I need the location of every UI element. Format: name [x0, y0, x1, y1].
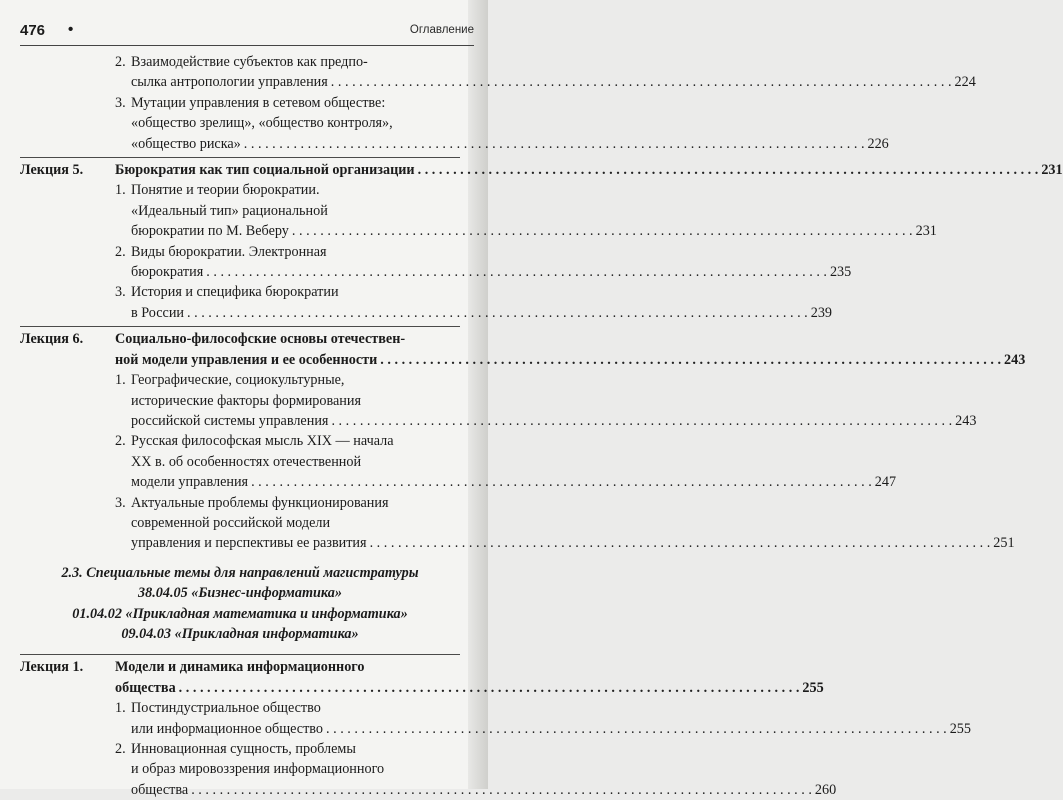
entry-line-text: исторические факторы формирования [131, 392, 362, 409]
toc-subtopic-entry [20, 242, 852, 283]
entry-line [131, 370, 976, 390]
subtopic-number: 2. [115, 54, 126, 70]
entry-line [115, 160, 1063, 180]
lecture-title [115, 160, 1063, 180]
entry-line-text: Понятие и теории бюрократии. [131, 182, 320, 199]
entry-line-text: и образ мировоззрения информационного [131, 761, 385, 778]
entry-line-text: «Идеальный тип» рациональной [131, 202, 328, 219]
page-ref: 260 [814, 781, 837, 798]
entry-line-text: модели управления [131, 474, 249, 491]
subtopic [115, 180, 937, 241]
entry-line [131, 113, 889, 133]
entry-line [131, 282, 832, 302]
lecture-title [115, 329, 1026, 370]
lecture-label: Лекция 5. [20, 162, 84, 179]
entry-line-text: управления и перспективы ее развития [131, 535, 367, 552]
entry-line [131, 242, 851, 262]
page-ref: 243 [1004, 351, 1026, 368]
subtopic [115, 52, 976, 93]
entry-line [131, 72, 976, 92]
subtopic-text [131, 180, 937, 241]
toc-subtopic-entry [20, 93, 889, 154]
subtopic-text [131, 282, 832, 323]
subtopic-text [131, 370, 976, 431]
entry-line-text: Актуальные проблемы функционирования [131, 494, 389, 511]
subtopic-number: 2. [115, 433, 126, 450]
entry-line [131, 411, 976, 431]
subtopic-number: 1. [115, 182, 126, 199]
subtopic [115, 431, 897, 492]
entry-line [131, 533, 1015, 553]
entry-line-text: в России [131, 304, 185, 321]
subtopic [115, 93, 889, 154]
entry-line-text: Модели и динамика информационного [115, 659, 365, 676]
entry-line-text: Бюрократия как тип социальной организации [115, 162, 415, 179]
page-ref: 224 [954, 74, 976, 91]
entry-line-text: Постиндустриальное общество [131, 700, 321, 717]
section-heading-line: 38.04.05 «Бизнес-информатика» [138, 585, 342, 602]
header-rule [20, 45, 474, 46]
dot-leader [179, 678, 800, 698]
entry-line-text: ной модели управления и ее особенности [115, 351, 378, 368]
subtopic-text [131, 493, 1015, 554]
entry-line [131, 134, 889, 154]
entry-line-text: Русская философская мысль XIX — начала [131, 433, 394, 450]
page-ref: 243 [955, 412, 977, 429]
entry-line-text: Социально-философские основы отечествен- [115, 331, 406, 348]
header-bullet: • [68, 21, 74, 38]
entry-line-text: бюрократии по М. Веберу [131, 223, 289, 240]
subtopic [115, 739, 837, 800]
entry-line [115, 657, 460, 677]
subtopic-number: 3. [115, 494, 126, 511]
toc-subtopic-entry [20, 52, 976, 93]
dot-leader [331, 411, 952, 431]
entry-line [131, 452, 896, 472]
entry-line-text: современной российской модели [131, 514, 331, 531]
entry-line-text: «общество риска» [131, 135, 241, 152]
toc-subtopic-entry [20, 493, 1015, 554]
entry-line-text: История и специфика бюрократии [131, 284, 339, 301]
dot-leader [292, 221, 913, 241]
dot-leader [326, 719, 947, 739]
page-ref: 239 [810, 304, 832, 321]
section-heading-line: 2.3. Специальные темы для направлений магистратуры [61, 564, 419, 581]
table-of-contents [20, 52, 1063, 800]
entry-line [131, 698, 971, 718]
subtopic-number: 3. [115, 94, 126, 111]
toc-lecture-entry [20, 157, 1063, 180]
subtopic [115, 282, 832, 323]
entry-line [131, 759, 836, 779]
entry-line [131, 201, 937, 221]
page-ref: 251 [993, 535, 1015, 552]
dot-leader [380, 350, 1001, 370]
subtopic-text [131, 52, 976, 93]
toc-subtopic-entry [20, 698, 971, 739]
subtopic-text [131, 431, 896, 492]
lecture-title [115, 657, 824, 698]
entry-line [115, 329, 460, 349]
dot-leader [418, 160, 1039, 180]
entry-line [131, 431, 896, 451]
entry-line-text: бюрократия [131, 264, 204, 281]
entry-line [131, 93, 889, 113]
lecture-label: Лекция 1. [20, 659, 84, 676]
dot-leader [251, 472, 872, 492]
entry-line [131, 52, 976, 72]
entry-line-text: российской системы управления [131, 412, 329, 429]
subtopic [115, 698, 971, 739]
entry-line [131, 780, 836, 800]
running-header [20, 22, 474, 42]
entry-line-text: XX в. об особенностях отечественной [131, 453, 362, 470]
subtopic-number: 2. [115, 243, 126, 260]
entry-line-text: общества [131, 781, 189, 798]
entry-line-text: «общество зрелищ», «общество контроля», [131, 115, 393, 132]
toc-subtopic-entry [20, 739, 837, 800]
entry-line [131, 513, 1015, 533]
page-ref: 255 [949, 720, 971, 737]
subtopic-number: 1. [115, 700, 126, 717]
subtopic-number: 2. [115, 741, 126, 757]
section-heading-line: 09.04.03 «Прикладная информатика» [121, 625, 359, 642]
entry-line-text: Мутации управления в сетевом обществе: [131, 94, 386, 111]
subtopic-text [131, 698, 971, 739]
dot-leader [244, 134, 865, 154]
entry-line [115, 678, 824, 698]
page-ref: 226 [867, 135, 889, 152]
subtopic-text [131, 242, 851, 283]
subtopic [115, 493, 1015, 554]
page-ref: 231 [1041, 162, 1063, 179]
page-ref: 255 [802, 679, 824, 696]
dot-leader [187, 303, 808, 323]
toc-subtopic-entry [20, 370, 977, 431]
dot-leader [370, 533, 991, 553]
entry-line-text: или информационное общество [131, 720, 323, 737]
entry-line [115, 350, 1026, 370]
subtopic-number: 3. [115, 284, 126, 301]
subtopic [115, 370, 977, 431]
entry-line [131, 739, 836, 759]
entry-line [131, 472, 896, 492]
entry-line-text: Географические, социокультурные, [131, 372, 345, 389]
toc-subtopic-entry [20, 282, 832, 323]
dot-leader [191, 780, 812, 800]
entry-line [131, 493, 1015, 513]
subtopic-text [131, 93, 889, 154]
page-number: 476 [20, 22, 46, 39]
subtopic [115, 242, 852, 283]
section-heading-line: 01.04.02 «Прикладная математика и информатика» [72, 605, 408, 622]
toc-lecture-entry [20, 326, 1026, 370]
page-ref: 231 [915, 223, 937, 240]
entry-line [131, 221, 937, 241]
entry-line-text: Взаимодействие субъектов как предпо- [131, 54, 368, 70]
lecture-label: Лекция 6. [20, 331, 84, 348]
dot-leader [206, 262, 827, 282]
header-section-name: Оглавление [409, 24, 474, 36]
dot-leader [331, 72, 952, 92]
entry-line-text: Виды бюрократии. Электронная [131, 243, 327, 260]
entry-line [131, 180, 937, 200]
toc-lecture-entry [20, 654, 824, 698]
entry-line [131, 262, 851, 282]
page-ref: 235 [829, 264, 852, 281]
entry-line [131, 391, 976, 411]
entry-line [131, 719, 971, 739]
entry-line-text: сылка антропологии управления [131, 74, 328, 91]
page-ref: 247 [874, 474, 897, 491]
subtopic-number: 1. [115, 372, 126, 389]
entry-line [131, 303, 832, 323]
entry-line-text: общества [115, 679, 176, 696]
section-heading [20, 563, 460, 645]
toc-subtopic-entry [20, 431, 897, 492]
entry-line-text: Инновационная сущность, проблемы [131, 741, 356, 757]
toc-subtopic-entry [20, 180, 937, 241]
subtopic-text [131, 739, 836, 800]
